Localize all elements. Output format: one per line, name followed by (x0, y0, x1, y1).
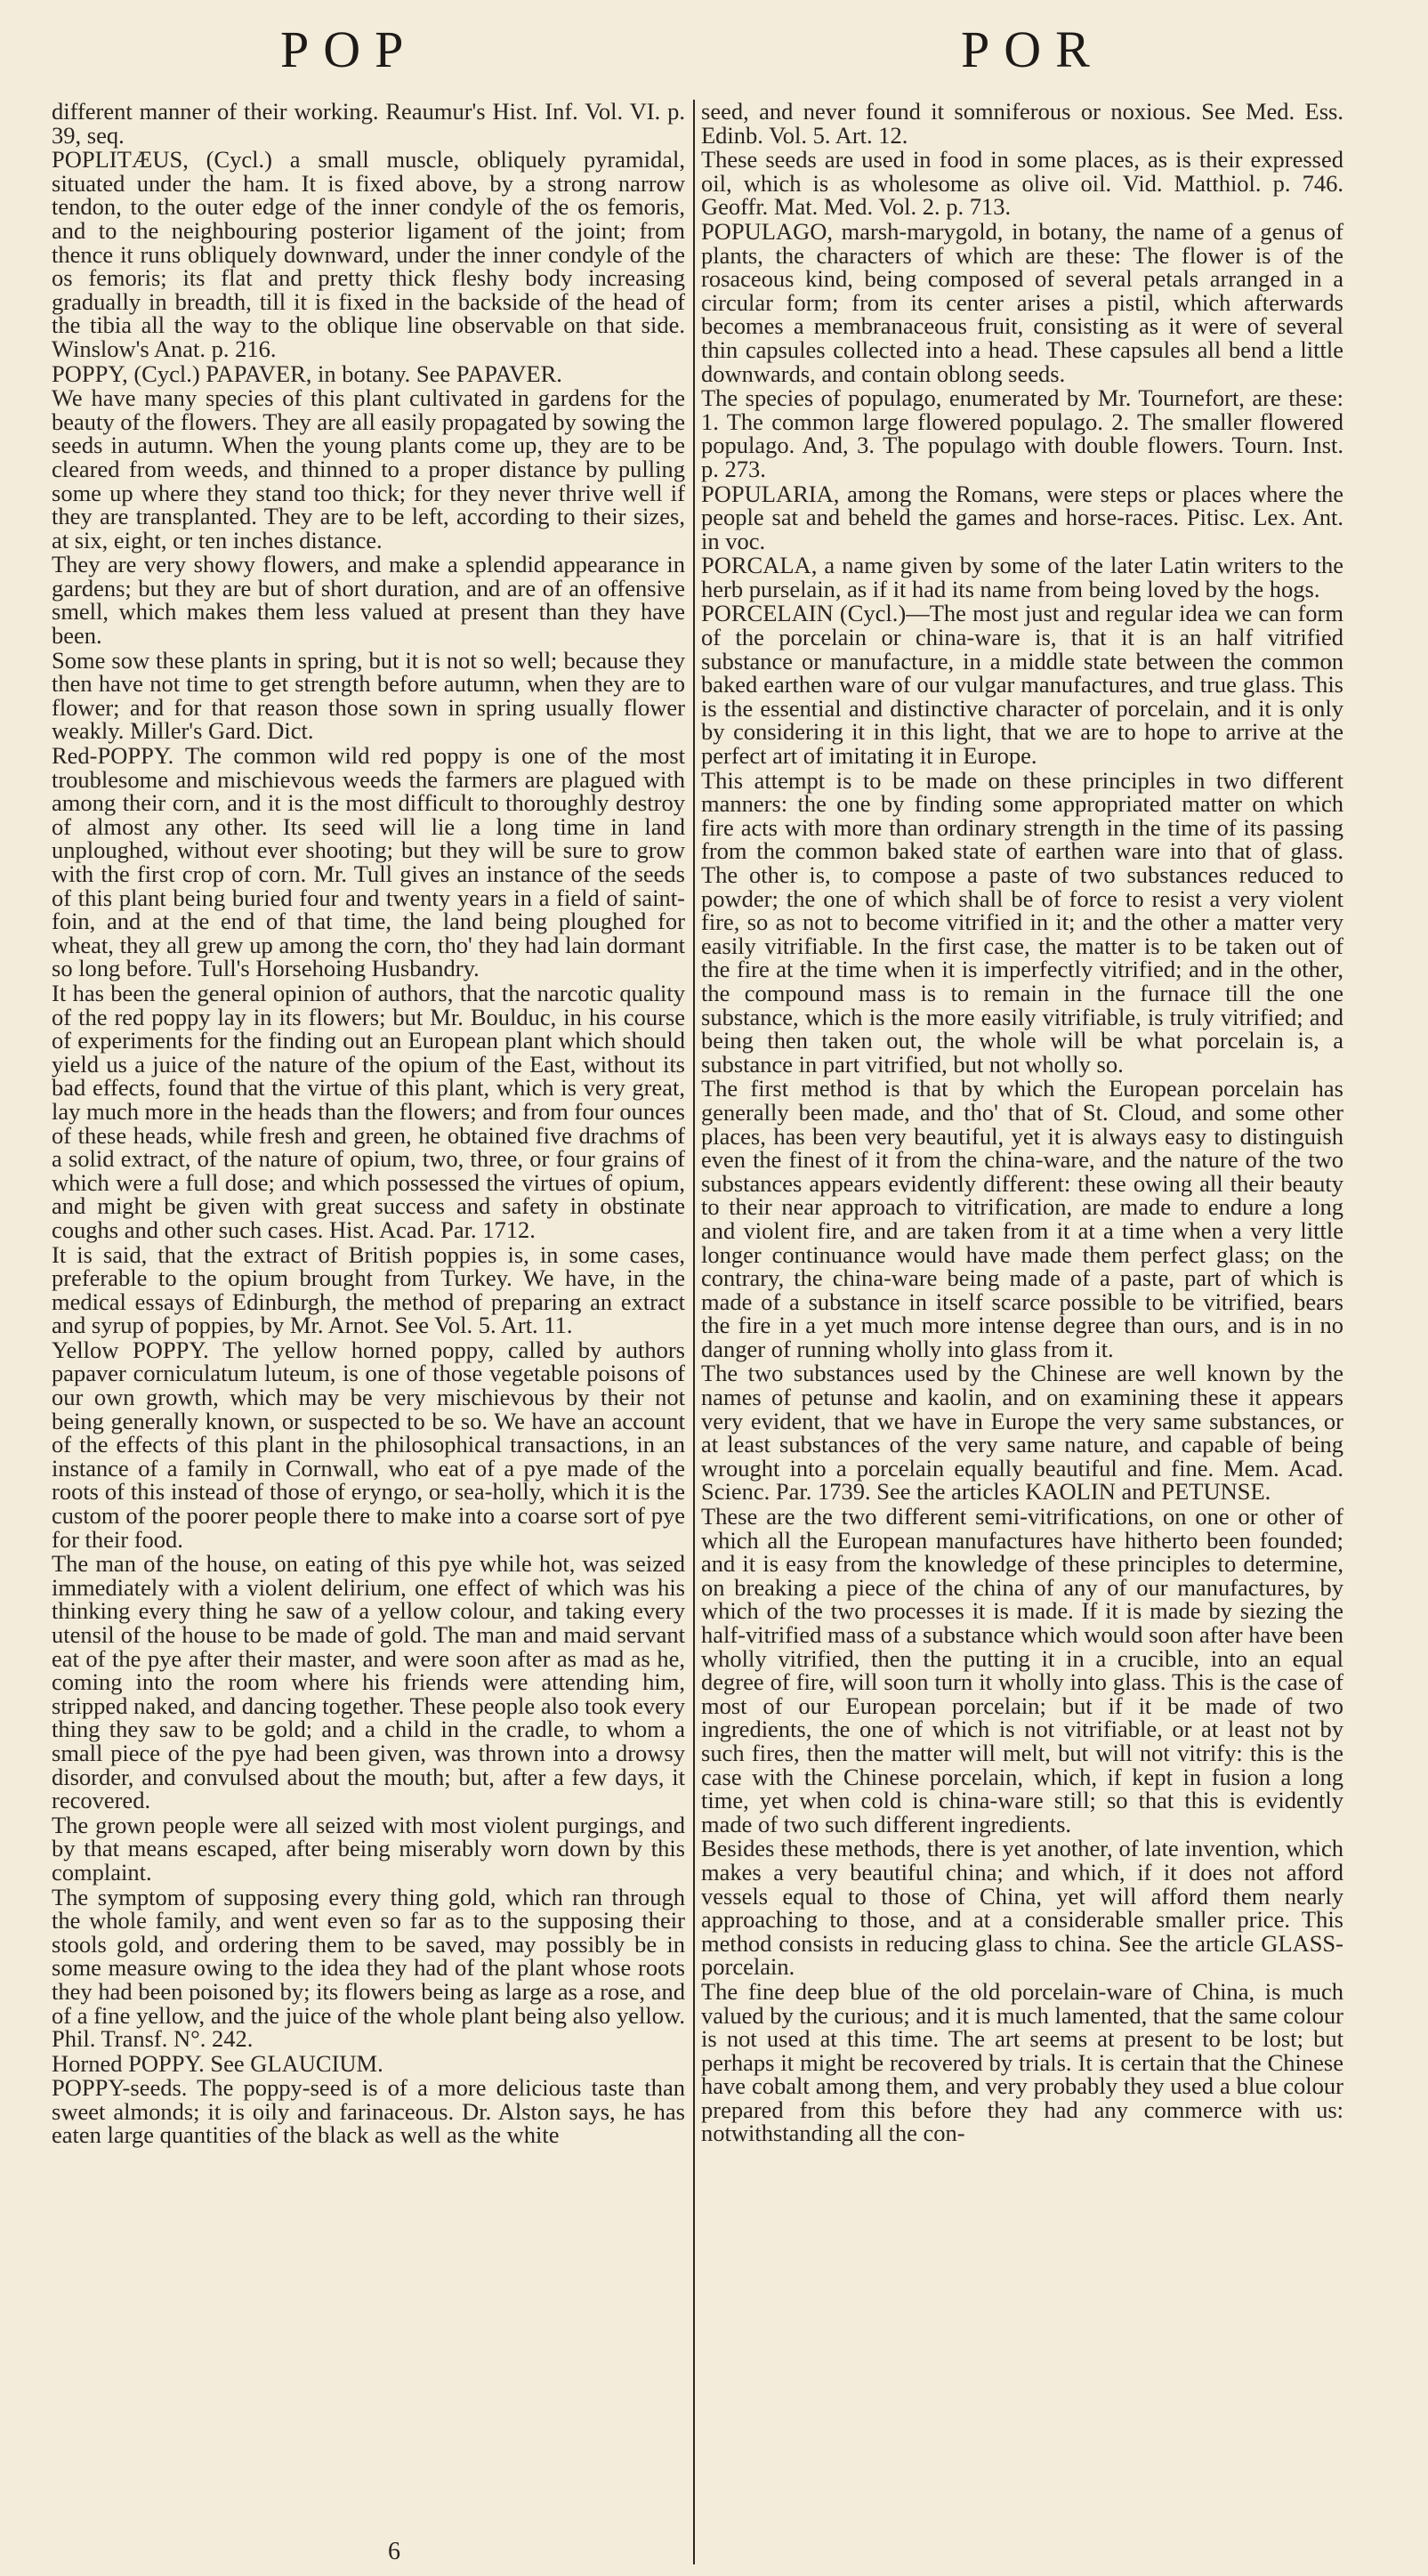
entry-yellow-poppy: Yellow POPPY. The yellow horned poppy, called by authors papaver corniculatum luteum, is one of those vegetable poisons of our own growth, which may be very mischievous by their not being generally known, or suspected to be so. We have an account of the effects of this plant in the philosophical transactions, in an instance of a family in Cornwall, who eat of a pye made of the roots of this instead of those of eryngo, or sea-holly, which it is the custom of the poorer people there to make into a coarse sort of pye for their food. (52, 1336, 685, 1553)
entry-porcelain: PORCELAIN (Cycl.)—The most just and regular idea we can form of the porcelain or china-ware is, that it is an half vitrified substance or manufacture, in a middle state between the common baked earthen ware of our vulgar manufactures, and true glass. This is the essential and distinctive character of porcelain, and it is only by considering it in this light, that we are to hope to arrive at the perfect art of imitating it in Europe. (701, 600, 1343, 770)
entry-porcala: PORCALA, a name given by some of the later Latin writers to the herb purselain, as if it had its name from being loved by the hogs. (701, 552, 1343, 602)
right-column (701, 100, 1343, 2564)
paragraph: The two substances used by the Chinese are well known by the names of petunse and kaolin, and on examining these it appears very evident, that we have in Europe the very same substances, or at least substances of the very same nature, and capable of being wrought into a porcelain equally beautiful and fine. Mem. Acad. Scienc. Par. 1739. See the articles KAOLIN and PETUNSE. (701, 1360, 1343, 1506)
paragraph: The grown people were all seized with most violent purgings, and by that means escaped, after being miserably worn down by this complaint. (52, 1811, 685, 1886)
paragraph: It has been the general opinion of authors, that the narcotic quality of the red poppy lay in its flowers; but Mr. Boulduc, in his course of experiments for the finding out an European plant which should yield us a juice of the nature of the opium of the East, without its bad effects, found that the virtue of this plant, which is very great, lay much more in the heads than the flowers; and from four ounces of these heads, while fresh and green, he obtained five drachms of a solid extract, of the nature of opium, two, three, or four grains of which were a full dose; and which possessed the virtues of opium, and might be given with great success and safety in obstinate coughs and other such cases. Hist. Acad. Par. 1712. (52, 979, 685, 1243)
paragraph: The species of populago, enumerated by Mr. Tournefort, are these: 1. The common large flowered populago. 2. The smaller flowered populago. And, 3. The populago with double flowers. Tourn. Inst. p. 273. (701, 384, 1343, 482)
paragraph: We have many species of this plant cultivated in gardens for the beauty of the flowers. They are all easily propagated by sowing the seeds in autumn. When the young plants come up, they are to be cleared from weeds, and thinned to a proper distance by pulling some up where they stand too thick; for they never thrive well if they are transplanted. They are to be left, according to their sizes, at six, eight, or ten inches distance. (52, 384, 685, 553)
running-head-right: POR (961, 20, 1104, 78)
paragraph: These are the two different semi-vitrifications, on one or other of which all the European manufactures have hitherto been founded; and it is easy from the knowledge of these principles to determine, on breaking a piece of the china of any of our manufactures, by which of the two processes it is made. If it is made by siezing the half-vitrified mass of a substance which would soon after have been wholly vitrified, then the putting it in a crucible, into an equal degree of fire, will soon turn it wholly into glass. This is the case of most of our European porcelain; but if it be made of two ingredients, the one of which is not vitrifiable, or at least not by such fires, then the matter will melt, but will not vitrify: this is the case with the Chinese porcelain, which, if kept in fusion a long time, yet when cold is china-ware still; so that this is evidently made of two such different ingredients. (701, 1503, 1343, 1837)
paragraph: They are very showy flowers, and make a splendid appearance in gardens; but they are but of short duration, and are of an offensive smell, which makes them less valued at present than they have been. (52, 551, 685, 650)
entry-populago: POPULAGO, marsh-marygold, in botany, the name of a genus of plants, the characters of which are these: The flower is of the rosaceous kind, being composed of several petals arranged in a circular form; from its center arises a pistil, which afterwards becomes a membranaceous fruit, consisting as it were of several thin capsules collected into a head. These capsules all bend a little downwards, and contain oblong seeds. (701, 217, 1343, 387)
page-number: 6 (388, 2538, 400, 2565)
paragraph: The symptom of supposing every thing gold, which ran through the whole family, and went even so far as to the supposing their stools gold, and ordering them to be saved, may possibly be in some measure owing to the idea they had of the plant whose roots they had been poisoned by; its flowers being as large as a rose, and of a fine yellow, and the juice of the whole plant being also yellow. Phil. Transf. N°. 242. (52, 1883, 685, 2053)
entry-popularia: POPULARIA, among the Romans, were steps or places where the people sat and beheld the games and horse-races. Pitisc. Lex. Ant. in voc. (701, 480, 1343, 554)
entry-poplitaeus: POPLITÆUS, (Cycl.) a small muscle, obliquely pyramidal, situated under the ham. It is fixed above, by a strong narrow tendon, to the outer edge of the inner condyle of the os femoris, and to the neighbouring posterior ligament of the joint; from thence it runs obliquely downward, under the inner condyle of the os femoris; its flat and pretty thick fleshy body increasing gradually in breadth, till it is fixed in the backside of the head of the tibia all the way to the oblique line observable on that side. Winslow's Anat. p. 216. (52, 146, 685, 362)
paragraph: The first method is that by which the European porcelain has generally been made, and tho' that of St. Cloud, and some other places, has been very beautiful, yet it is always easy to distinguish even the finest of it from the china-ware, and the nature of the two substances appears evidently different: these owing all their beauty to their near approach to vitrification, are made to endure a long and violent fire, and are taken from it at a time when a very little longer continuance would have made them perfect glass; on the contrary, the china-ware being made of a paste, part of which is made of a substance in itself scarce possible to be vitrified, bears the fire in a yet much more intense degree than ours, and is in no danger of running wholly into glass from it. (701, 1075, 1343, 1362)
paragraph: The fine deep blue of the old porcelain-ware of China, is much valued by the curious; and it is much lamented, that the same colour is not used at this time. The art seems at present to be lost; but perhaps it might be recovered by trials. It is certain that the Chinese have cobalt among them, and very probably they used a blue colour prepared from this before they had any commerce with us: notwithstanding all the con- (701, 1977, 1343, 2147)
paragraph: The man of the house, on eating of this pye while hot, was seized immediately with a violent delirium, one effect of which was his thinking every thing he saw of a yellow colour, and taking every utensil of the house to be made of gold. The man and maid servant eat of the pye after their master, and were soon after as mad as he, coming into the room where his friends were attending him, stripped naked, and dancing together. These people also took every thing they saw to be gold; and a child in the cradle, to whom a small piece of the pye had been given, was thrown into a drowsy disorder, and convulsed about the mouth; but, after a few days, it recovered. (52, 1550, 685, 1814)
paragraph: seed, and never found it somniferous or noxious. See Med. Ess. Edinb. Vol. 5. Art. 12. (701, 100, 1343, 149)
left-column (52, 100, 685, 2524)
paragraph: Besides these methods, there is yet another, of late invention, which makes a very beautiful china; and which, if it does not afford vessels equal to those of China, yet will afford them nearly approaching to those, and at a considerable smaller price. This method consists in reducing glass to china. See the article GLASS-porcelain. (701, 1835, 1343, 1981)
paragraph: different manner of their working. Reaumur's Hist. Inf. Vol. VI. p. 39, seq. (52, 100, 685, 149)
entry-poppy: POPPY, (Cycl.) PAPAVER, in botany. See PAPAVER. (52, 359, 562, 387)
entry-horned-poppy: Horned POPPY. See GLAUCIUM. (52, 2049, 383, 2077)
paragraph: It is said, that the extract of British poppies is, in some cases, preferable to the opium brought from Turkey. We have, in the medical essays of Edinburgh, the method of preparing an extract and syrup of poppies, by Mr. Arnot. See Vol. 5. Art. 11. (52, 1240, 685, 1339)
column-divider (693, 100, 695, 2564)
running-head-left: POP (280, 20, 418, 78)
entry-red-poppy: Red-POPPY. The common wild red poppy is one of the most troublesome and mischievous weeds the farmers are plagued with among their corn, and it is the most difficult to thoroughly destroy of almost any other. Its seed will lie a long time in land unploughed, without ever shooting; but they will be sure to grow with the first crop of corn. Mr. Tull gives an instance of the seeds of this plant being buried four and twenty years in a field of saint-foin, and at the end of that time, the land being ploughed for wheat, they all grew up among the corn, tho' they had lain dormant so long before. Tull's Horsehoing Husbandry. (52, 742, 685, 982)
paragraph: This attempt is to be made on these principles in two different manners: the one by finding some appropriated matter on which fire acts with more than ordinary strength in the time of its passing from the common baked state of earthen ware into that of glass. The other is, to compose a paste of two substances reduced to powder; the one of which shall be of force to resist a very violent fire, so as not to become vitrified in it; and the other a matter very easily vitrifiable. In the first case, the matter is to be taken out of the fire at the time when it is imperfectly vitrified; and in the other, the compound mass is to remain in the furnace till the one substance, which is the more easily vitrifiable, is truly vitrified; and being then taken out, the whole will be what porcelain is, a substance in part vitrified, but not wholly so. (701, 766, 1343, 1078)
entry-poppy-seeds: POPPY-seeds. The poppy-seed is of a more delicious taste than sweet almonds; it is oily and farinaceous. Dr. Alston says, he has eaten large quantities of the black as well as the white (52, 2074, 685, 2149)
paragraph: These seeds are used in food in some places, as is their expressed oil, which is as wholesome as olive oil. Vid. Matthiol. p. 746. Geoffr. Mat. Med. Vol. 2. p. 713. (701, 146, 1343, 221)
paragraph: Some sow these plants in spring, but it is not so well; because they then have not time to get strength before autumn, when they are to flower; and for that reason those sown in spring usually flower weakly. Miller's Gard. Dict. (52, 646, 685, 745)
